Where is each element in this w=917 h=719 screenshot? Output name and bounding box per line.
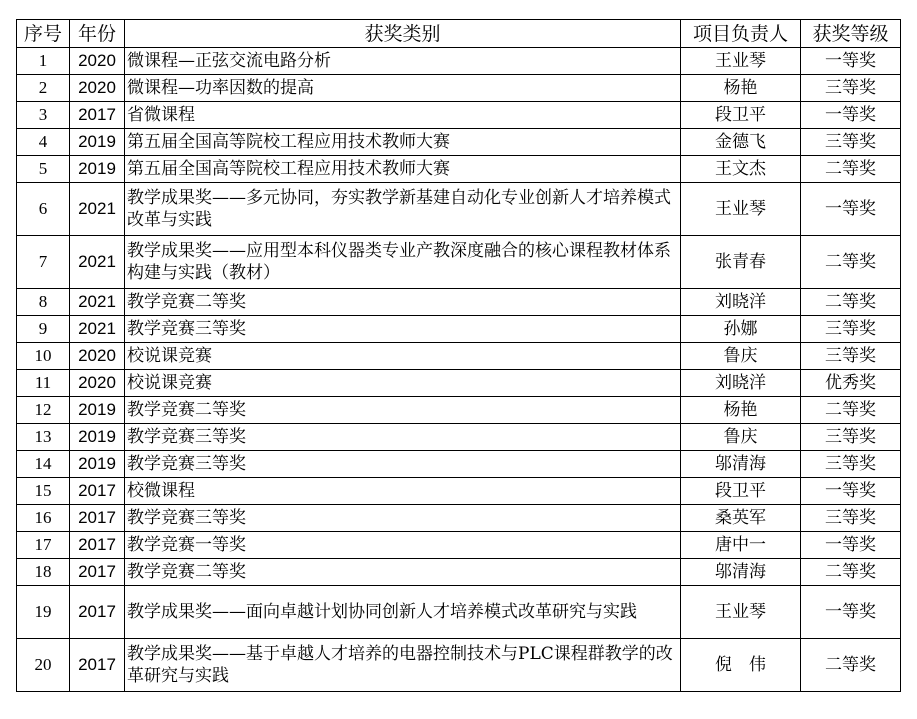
cell-no: 18 [17, 559, 70, 586]
cell-no: 16 [17, 505, 70, 532]
table-row [17, 316, 901, 343]
cell-level: 三等奖 [801, 505, 901, 532]
cell-owner: 段卫平 [681, 102, 801, 129]
cell-year: 2021 [70, 236, 125, 289]
cell-category: 教学竞赛三等奖 [125, 316, 681, 343]
cell-category: 教学竞赛二等奖 [125, 397, 681, 424]
cell-category: 教学成果奖——基于卓越人才培养的电器控制技术与PLC课程群教学的改革研究与实践 [125, 639, 681, 692]
cell-category: 省微课程 [125, 102, 681, 129]
header-year: 年份 [70, 20, 125, 48]
table-row [17, 424, 901, 451]
cell-no: 7 [17, 236, 70, 289]
cell-owner: 王业琴 [681, 586, 801, 639]
cell-level: 二等奖 [801, 289, 901, 316]
table-row [17, 289, 901, 316]
table-row [17, 397, 901, 424]
cell-no: 6 [17, 183, 70, 236]
table-row [17, 156, 901, 183]
cell-category: 教学竞赛二等奖 [125, 559, 681, 586]
cell-year: 2017 [70, 478, 125, 505]
cell-level: 三等奖 [801, 424, 901, 451]
cell-year: 2017 [70, 586, 125, 639]
cell-level: 一等奖 [801, 586, 901, 639]
cell-year: 2020 [70, 370, 125, 397]
cell-level: 一等奖 [801, 102, 901, 129]
header-no: 序号 [17, 20, 70, 48]
cell-category: 教学竞赛三等奖 [125, 505, 681, 532]
cell-year: 2017 [70, 559, 125, 586]
cell-category: 校说课竞赛 [125, 343, 681, 370]
cell-level: 二等奖 [801, 639, 901, 692]
table-row [17, 532, 901, 559]
cell-category: 第五届全国高等院校工程应用技术教师大赛 [125, 129, 681, 156]
cell-level: 二等奖 [801, 156, 901, 183]
cell-category: 微课程—功率因数的提高 [125, 75, 681, 102]
cell-category: 教学成果奖——多元协同，夯实教学新基建自动化专业创新人才培养模式改革与实践 [125, 183, 681, 236]
cell-no: 10 [17, 343, 70, 370]
cell-owner: 王文杰 [681, 156, 801, 183]
table-row [17, 48, 901, 75]
cell-category: 教学成果奖——应用型本科仪器类专业产教深度融合的核心课程教材体系构建与实践（教材） [125, 236, 681, 289]
cell-owner: 倪 伟 [681, 639, 801, 692]
cell-no: 8 [17, 289, 70, 316]
cell-year: 2019 [70, 156, 125, 183]
cell-no: 5 [17, 156, 70, 183]
cell-category: 校说课竞赛 [125, 370, 681, 397]
cell-year: 2020 [70, 75, 125, 102]
cell-owner: 刘晓洋 [681, 370, 801, 397]
cell-category: 第五届全国高等院校工程应用技术教师大赛 [125, 156, 681, 183]
table-row [17, 639, 901, 692]
cell-category: 微课程—正弦交流电路分析 [125, 48, 681, 75]
cell-year: 2017 [70, 102, 125, 129]
table-row [17, 505, 901, 532]
cell-level: 三等奖 [801, 75, 901, 102]
awards-table [16, 19, 901, 692]
cell-owner: 杨艳 [681, 75, 801, 102]
cell-level: 一等奖 [801, 183, 901, 236]
cell-no: 17 [17, 532, 70, 559]
cell-category: 校微课程 [125, 478, 681, 505]
cell-owner: 杨艳 [681, 397, 801, 424]
cell-year: 2017 [70, 505, 125, 532]
cell-category: 教学竞赛二等奖 [125, 289, 681, 316]
cell-no: 14 [17, 451, 70, 478]
table-row [17, 586, 901, 639]
cell-year: 2019 [70, 424, 125, 451]
table-row [17, 559, 901, 586]
cell-owner: 王业琴 [681, 48, 801, 75]
cell-owner: 王业琴 [681, 183, 801, 236]
cell-no: 9 [17, 316, 70, 343]
cell-no: 20 [17, 639, 70, 692]
table-row [17, 370, 901, 397]
header-row [17, 20, 901, 48]
cell-category: 教学竞赛三等奖 [125, 451, 681, 478]
cell-year: 2021 [70, 289, 125, 316]
cell-level: 一等奖 [801, 532, 901, 559]
header-owner: 项目负责人 [681, 20, 801, 48]
cell-owner: 孙娜 [681, 316, 801, 343]
cell-owner: 鲁庆 [681, 424, 801, 451]
table-row [17, 451, 901, 478]
table-row [17, 129, 901, 156]
cell-owner: 段卫平 [681, 478, 801, 505]
table-row [17, 75, 901, 102]
table-row [17, 236, 901, 289]
cell-no: 2 [17, 75, 70, 102]
cell-year: 2020 [70, 343, 125, 370]
cell-owner: 邬清海 [681, 559, 801, 586]
cell-level: 二等奖 [801, 559, 901, 586]
cell-owner: 金德飞 [681, 129, 801, 156]
cell-no: 19 [17, 586, 70, 639]
cell-no: 13 [17, 424, 70, 451]
cell-level: 三等奖 [801, 451, 901, 478]
cell-owner: 桑英军 [681, 505, 801, 532]
header-level: 获奖等级 [801, 20, 901, 48]
cell-owner: 刘晓洋 [681, 289, 801, 316]
cell-year: 2019 [70, 129, 125, 156]
cell-no: 15 [17, 478, 70, 505]
table-row [17, 343, 901, 370]
cell-owner: 邬清海 [681, 451, 801, 478]
cell-no: 4 [17, 129, 70, 156]
cell-level: 三等奖 [801, 129, 901, 156]
cell-level: 一等奖 [801, 48, 901, 75]
cell-category: 教学竞赛三等奖 [125, 424, 681, 451]
cell-year: 2020 [70, 48, 125, 75]
cell-no: 1 [17, 48, 70, 75]
cell-year: 2021 [70, 183, 125, 236]
cell-category: 教学竞赛一等奖 [125, 532, 681, 559]
table-row [17, 102, 901, 129]
cell-owner: 唐中一 [681, 532, 801, 559]
cell-level: 三等奖 [801, 343, 901, 370]
cell-level: 优秀奖 [801, 370, 901, 397]
cell-year: 2019 [70, 397, 125, 424]
cell-category: 教学成果奖——面向卓越计划协同创新人才培养模式改革研究与实践 [125, 586, 681, 639]
cell-level: 二等奖 [801, 236, 901, 289]
cell-year: 2019 [70, 451, 125, 478]
cell-year: 2017 [70, 532, 125, 559]
cell-level: 二等奖 [801, 397, 901, 424]
cell-no: 3 [17, 102, 70, 129]
cell-level: 一等奖 [801, 478, 901, 505]
cell-no: 11 [17, 370, 70, 397]
cell-no: 12 [17, 397, 70, 424]
table-row [17, 183, 901, 236]
cell-owner: 张青春 [681, 236, 801, 289]
header-category: 获奖类别 [125, 20, 681, 48]
cell-year: 2017 [70, 639, 125, 692]
cell-year: 2021 [70, 316, 125, 343]
cell-owner: 鲁庆 [681, 343, 801, 370]
table-row [17, 478, 901, 505]
cell-level: 三等奖 [801, 316, 901, 343]
